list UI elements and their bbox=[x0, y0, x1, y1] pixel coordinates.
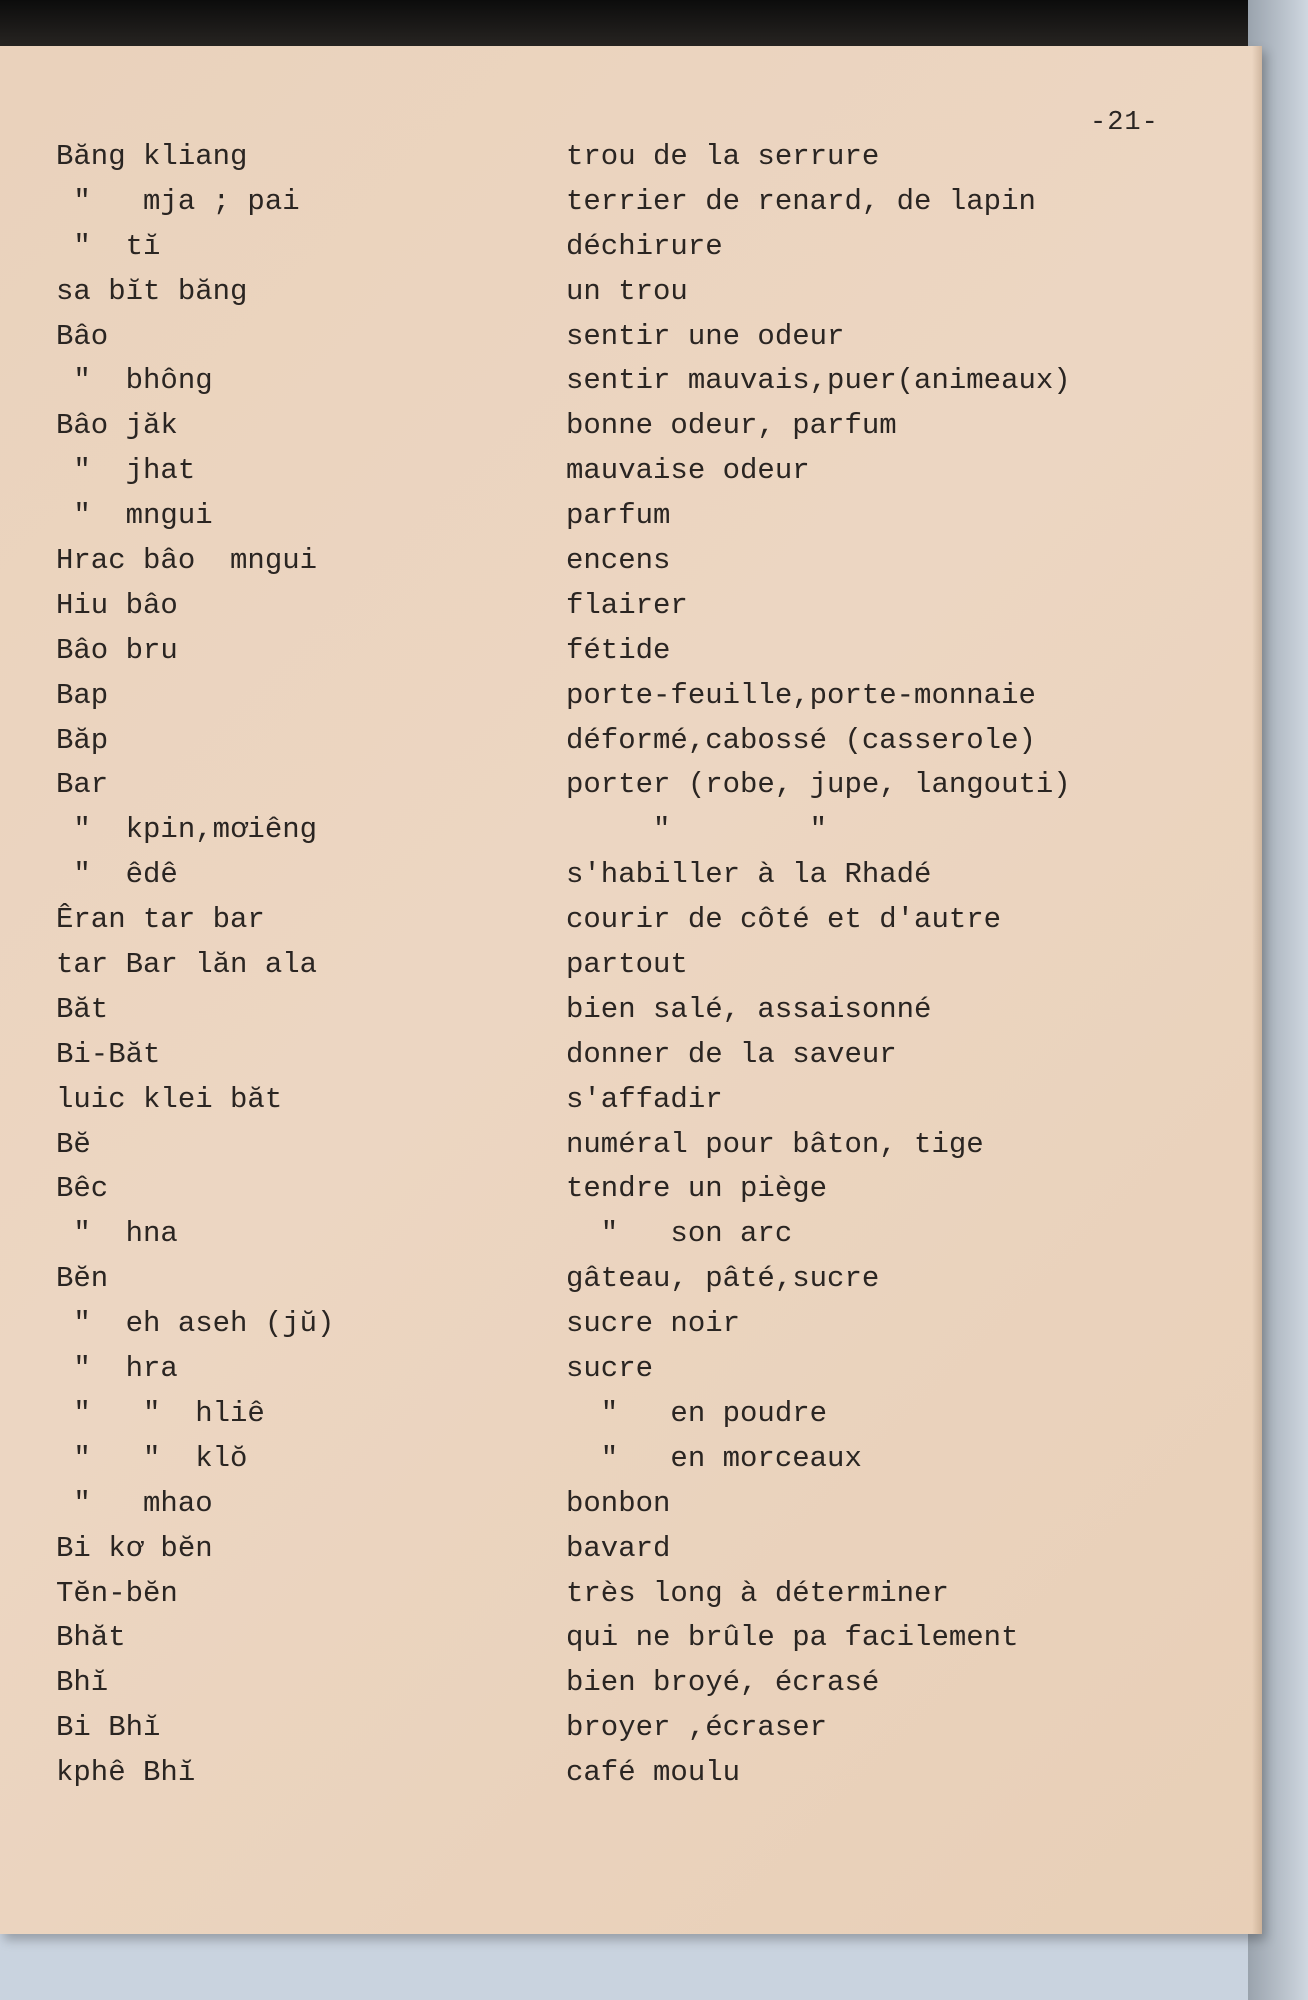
dictionary-entry bbox=[0, 180, 1250, 225]
entry-gloss: gâteau, pâté,sucre bbox=[566, 1262, 880, 1296]
entry-term: " hra bbox=[56, 1352, 178, 1386]
entry-gloss: sucre bbox=[566, 1352, 654, 1386]
entry-gloss: " en morceaux bbox=[566, 1441, 862, 1475]
entry-gloss: café moulu bbox=[566, 1756, 741, 1790]
dictionary-entry bbox=[0, 1392, 1250, 1437]
dictionary-entry bbox=[0, 719, 1250, 764]
entry-gloss: mauvaise odeur bbox=[566, 454, 810, 488]
entry-gloss: qui ne brûle pa facilement bbox=[566, 1621, 1019, 1655]
dictionary-entry bbox=[0, 629, 1250, 674]
dictionary-entry bbox=[0, 1437, 1250, 1482]
dictionary-entry bbox=[0, 1257, 1250, 1302]
entry-term: Êran tar bar bbox=[56, 903, 265, 937]
dictionary-entry bbox=[0, 404, 1250, 449]
entry-gloss: porter (robe, jupe, langouti) bbox=[566, 768, 1071, 802]
entry-gloss: trou de la serrure bbox=[566, 140, 880, 173]
entry-gloss: " en poudre bbox=[566, 1396, 828, 1430]
dictionary-entry bbox=[0, 763, 1250, 808]
entry-gloss: tendre un piège bbox=[566, 1172, 828, 1206]
dictionary-entry bbox=[0, 1482, 1250, 1527]
entry-gloss: déformé,cabossé (casserole) bbox=[566, 723, 1036, 757]
entry-term: Bhĭ bbox=[56, 1666, 109, 1700]
entry-gloss: flairer bbox=[566, 588, 688, 622]
dictionary-entry bbox=[0, 1212, 1250, 1257]
entry-term: " hna bbox=[56, 1217, 178, 1251]
dictionary-entry bbox=[0, 315, 1250, 360]
dictionary-entry bbox=[0, 853, 1250, 898]
entry-term: " mhao bbox=[56, 1486, 213, 1520]
dictionary-entry bbox=[0, 225, 1250, 270]
entry-term: " eh aseh (jŭ) bbox=[56, 1307, 335, 1341]
entry-term: Bâo bru bbox=[56, 633, 178, 667]
entry-term: Bap bbox=[56, 678, 109, 712]
entry-term: " tĭ bbox=[56, 229, 161, 263]
page-edge-shadow bbox=[1252, 46, 1262, 1934]
entry-term: Bi kơ bĕn bbox=[56, 1531, 213, 1565]
dictionary-entry bbox=[0, 1123, 1250, 1168]
entry-gloss: terrier de renard, de lapin bbox=[566, 184, 1036, 218]
entry-term: " êdê bbox=[56, 858, 178, 892]
entry-term: Bĕ bbox=[56, 1127, 91, 1161]
entry-term: " jhat bbox=[56, 454, 196, 488]
entry-gloss: s'habiller à la Rhadé bbox=[566, 858, 932, 892]
dictionary-entry bbox=[0, 584, 1250, 629]
entry-term: Bi Bhĭ bbox=[56, 1711, 161, 1745]
entry-term: kphê Bhĭ bbox=[56, 1756, 196, 1790]
entry-gloss: porte-feuille,porte-monnaie bbox=[566, 678, 1036, 712]
entry-term: " kpin,mơiêng bbox=[56, 813, 318, 847]
entry-term: Bâo jăk bbox=[56, 409, 178, 443]
dictionary-entry bbox=[0, 1661, 1250, 1706]
page-number: -21- bbox=[1090, 108, 1159, 138]
dictionary-entry bbox=[0, 359, 1250, 404]
entry-gloss: bavard bbox=[566, 1531, 671, 1565]
dictionary-entry bbox=[0, 808, 1250, 853]
entry-gloss: bonbon bbox=[566, 1486, 671, 1520]
dictionary-entry bbox=[0, 1527, 1250, 1572]
entry-term: " bhông bbox=[56, 364, 213, 398]
dictionary-entry bbox=[0, 674, 1250, 719]
entry-term: tar Bar lăn ala bbox=[56, 948, 318, 982]
entry-term: luic klei băt bbox=[56, 1082, 283, 1116]
dictionary-entry bbox=[0, 1572, 1250, 1617]
entry-term: Băp bbox=[56, 723, 109, 757]
entry-term: Băt bbox=[56, 992, 109, 1026]
entry-gloss: bien broyé, écrasé bbox=[566, 1666, 880, 1700]
dictionary-entry bbox=[0, 943, 1250, 988]
entry-term: " mngui bbox=[56, 499, 213, 533]
entry-gloss: fétide bbox=[566, 633, 671, 667]
entry-gloss: bonne odeur, parfum bbox=[566, 409, 897, 443]
entry-term: Bi-Băt bbox=[56, 1037, 161, 1071]
dictionary-entry bbox=[0, 135, 1250, 180]
dictionary-entry bbox=[0, 539, 1250, 584]
entry-gloss: parfum bbox=[566, 499, 671, 533]
dictionary-entry bbox=[0, 1078, 1250, 1123]
dictionary-entry bbox=[0, 1347, 1250, 1392]
dictionary-entry bbox=[0, 988, 1250, 1033]
dictionary-entry bbox=[0, 1751, 1250, 1796]
entry-gloss: sentir une odeur bbox=[566, 319, 845, 353]
entry-term: sa bĭt băng bbox=[56, 274, 248, 308]
dictionary-entry bbox=[0, 1302, 1250, 1347]
entry-term: Tĕn-bĕn bbox=[56, 1576, 178, 1610]
entry-term: Băng kliang bbox=[56, 140, 248, 173]
entry-term: Bĕn bbox=[56, 1262, 109, 1296]
dictionary-entry bbox=[0, 1167, 1250, 1212]
entry-gloss: sentir mauvais,puer(animeaux) bbox=[566, 364, 1071, 398]
dictionary-entry bbox=[0, 449, 1250, 494]
entry-term: Hiu bâo bbox=[56, 588, 178, 622]
entry-term: Bâo bbox=[56, 319, 109, 353]
dark-background-top bbox=[0, 0, 1308, 52]
dictionary-entry bbox=[0, 494, 1250, 539]
entry-gloss: " son arc bbox=[566, 1217, 793, 1251]
entry-term: " " klŏ bbox=[56, 1441, 248, 1475]
entry-gloss: déchirure bbox=[566, 229, 723, 263]
dictionary-entry bbox=[0, 1616, 1250, 1661]
entry-gloss: numéral pour bâton, tige bbox=[566, 1127, 984, 1161]
entry-gloss: courir de côté et d'autre bbox=[566, 903, 1002, 937]
entry-gloss: sucre noir bbox=[566, 1307, 741, 1341]
dictionary-entry bbox=[0, 1033, 1250, 1078]
entry-gloss: " " bbox=[566, 813, 828, 847]
entry-gloss: un trou bbox=[566, 274, 688, 308]
entry-gloss: s'affadir bbox=[566, 1082, 723, 1116]
entry-term: Bêc bbox=[56, 1172, 109, 1206]
entry-gloss: donner de la saveur bbox=[566, 1037, 897, 1071]
dictionary-entry bbox=[0, 1706, 1250, 1751]
entry-gloss: très long à déterminer bbox=[566, 1576, 949, 1610]
entry-term: " mja ; pai bbox=[56, 184, 300, 218]
entry-gloss: broyer ,écraser bbox=[566, 1711, 828, 1745]
entry-gloss: bien salé, assaisonné bbox=[566, 992, 932, 1026]
entry-term: Hrac bâo mngui bbox=[56, 544, 318, 578]
entry-gloss: encens bbox=[566, 544, 671, 578]
entry-gloss: partout bbox=[566, 948, 688, 982]
entry-term: Bar bbox=[56, 768, 109, 802]
entry-term: " " hliê bbox=[56, 1396, 265, 1430]
dictionary-entry bbox=[0, 270, 1250, 315]
dictionary-entry bbox=[0, 898, 1250, 943]
dictionary-entries bbox=[0, 135, 1250, 1796]
document-page bbox=[0, 46, 1262, 1934]
entry-term: Bhăt bbox=[56, 1621, 126, 1655]
